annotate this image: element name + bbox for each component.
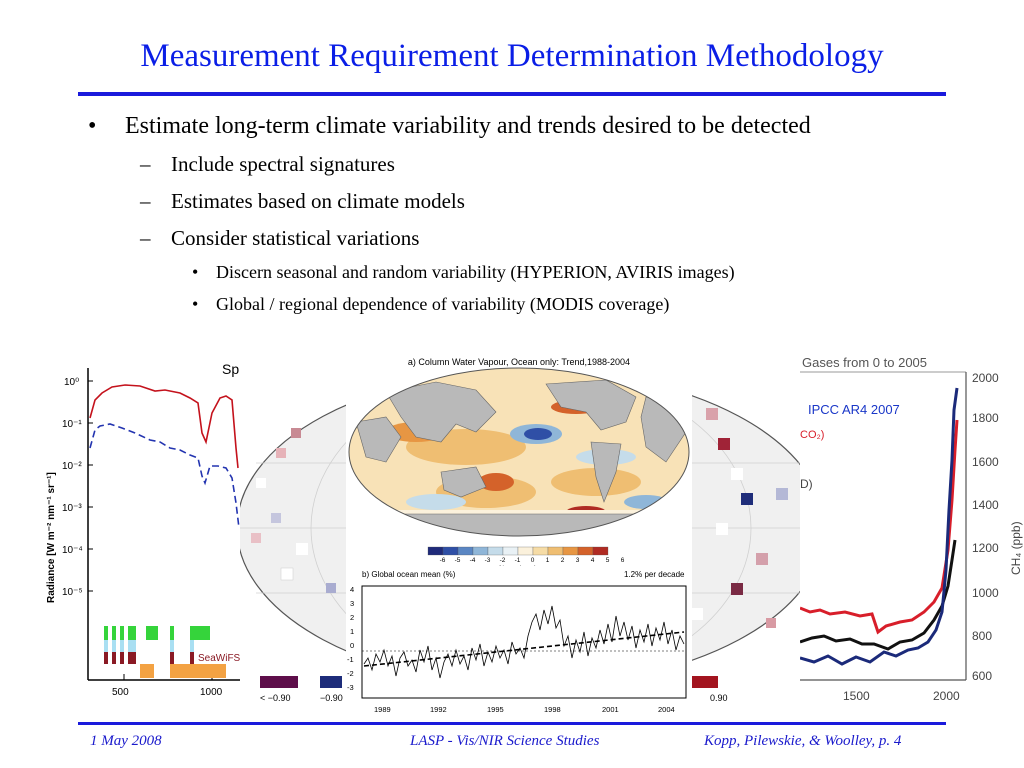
bullet-text: Consider statistical variations bbox=[171, 226, 420, 250]
footer-page: Kopp, Pilewskie, & Woolley, p. 4 bbox=[704, 733, 902, 749]
xtick-label: 500 bbox=[112, 687, 129, 698]
colorbar-tick-label: -6 bbox=[439, 557, 446, 564]
ytick-label: 10⁻⁴ bbox=[62, 545, 83, 556]
ytick-label: 1800 bbox=[972, 411, 999, 425]
colorbar-swatch bbox=[518, 547, 533, 555]
xtick-label: 1500 bbox=[843, 689, 870, 703]
legend-low2-label: −0.90 bbox=[320, 693, 343, 703]
ytick-label: 10⁰ bbox=[64, 377, 80, 388]
ipcc-source-label: IPCC AR4 2007 bbox=[808, 402, 900, 417]
colorbar-tick-label: 6 bbox=[620, 557, 625, 564]
legend-swatch-low2 bbox=[320, 676, 342, 688]
colorbar-tick-label: -2 bbox=[499, 557, 506, 564]
ytick-label: 0 bbox=[350, 641, 355, 650]
xtick-label: 1000 bbox=[200, 687, 223, 698]
ytick-label: 10⁻¹ bbox=[62, 419, 82, 430]
greenhouse-gases-plot bbox=[800, 350, 1024, 710]
ytick-label: 1000 bbox=[972, 586, 999, 600]
ytick-label: 1 bbox=[350, 627, 355, 636]
colorbar-swatch bbox=[533, 547, 548, 555]
map-title: a) Column Water Vapour, Ocean only: Trend,1988-2004 bbox=[407, 357, 631, 367]
colorbar-tick-label: -5 bbox=[454, 557, 461, 564]
gases-title: Gases from 0 to 2005 bbox=[802, 355, 928, 370]
ytick-label: 10⁻³ bbox=[62, 503, 82, 514]
colorbar-tick-label: -1 bbox=[514, 557, 521, 564]
xtick-label: 1995 bbox=[487, 705, 504, 714]
legend-low-label: < −0.90 bbox=[260, 693, 291, 703]
ytick-label: 2 bbox=[350, 613, 355, 622]
co2-fragment-label: CO₂) bbox=[800, 429, 825, 441]
ytick-label: 10⁻² bbox=[62, 461, 82, 472]
gases-ylabel: CH₄ (ppb) bbox=[1009, 521, 1023, 575]
footer-center: LASP - Vis/NIR Science Studies bbox=[410, 733, 600, 749]
colorbar-swatch bbox=[443, 547, 458, 555]
footer-divider bbox=[78, 722, 946, 725]
colorbar-swatch bbox=[503, 547, 518, 555]
ytick-label: 3 bbox=[350, 599, 355, 608]
colorbar-swatch bbox=[563, 547, 578, 555]
plot-partial-title: Sp bbox=[222, 361, 240, 377]
colorbar-tick-label: 4 bbox=[590, 557, 595, 564]
xtick-label: 1992 bbox=[430, 705, 447, 714]
water-vapour-trend-map bbox=[346, 352, 692, 582]
bullet-mark: • bbox=[192, 262, 199, 282]
xtick-label: 2000 bbox=[933, 689, 960, 703]
colorbar-swatch bbox=[593, 547, 608, 555]
legend-swatch-high bbox=[692, 676, 718, 688]
ytick-label: 4 bbox=[350, 585, 355, 594]
bullet-text: Estimates based on climate models bbox=[171, 189, 465, 213]
ytick-label: -3 bbox=[347, 683, 354, 692]
ytick-label: 800 bbox=[972, 629, 993, 643]
colorbar bbox=[428, 547, 608, 555]
title-divider bbox=[78, 92, 946, 96]
footer-date: 1 May 2008 bbox=[90, 733, 162, 749]
colorbar-swatch bbox=[488, 547, 503, 555]
xtick-label: 2001 bbox=[602, 705, 619, 714]
ytick-label: 1400 bbox=[972, 498, 999, 512]
ytick-label: 2000 bbox=[972, 371, 999, 385]
xtick-label: 2004 bbox=[658, 705, 675, 714]
colorbar-swatch bbox=[578, 547, 593, 555]
ytick-label: 1600 bbox=[972, 455, 999, 469]
bullet-text: Estimate long-term climate variability and trends desired to be detected bbox=[125, 113, 811, 139]
bullet-mark: – bbox=[140, 226, 151, 250]
colorbar-tick-label: 1 bbox=[545, 557, 550, 564]
ytick-label: 1200 bbox=[972, 541, 999, 555]
bullet-mark: • bbox=[88, 113, 97, 139]
xtick-label: 1989 bbox=[374, 705, 391, 714]
xtick-label: 1998 bbox=[544, 705, 561, 714]
bullet-mark: • bbox=[192, 294, 199, 314]
bullet-mark: – bbox=[140, 189, 151, 213]
legend-swatch-low bbox=[260, 676, 298, 688]
bullet-text: Global / regional dependence of variability (MODIS coverage) bbox=[216, 294, 670, 314]
slide-title: Measurement Requirement Determination Methodology bbox=[140, 38, 884, 74]
colorbar-tick-label: 0 bbox=[530, 557, 535, 564]
legend-high-label: 0.90 bbox=[710, 693, 728, 703]
ocean-mean-timeseries bbox=[346, 566, 692, 720]
radiance-ylabel: Radiance [W m⁻² nm⁻¹ sr⁻¹] bbox=[46, 472, 57, 603]
colorbar-tick-label: -4 bbox=[469, 557, 476, 564]
ytick-label: -2 bbox=[347, 669, 354, 678]
bullet-text: Discern seasonal and random variability (HYPERION, AVIRIS images) bbox=[216, 262, 735, 282]
colorbar-swatch bbox=[473, 547, 488, 555]
colorbar-tick-label: 2 bbox=[560, 557, 565, 564]
bullet-mark: – bbox=[140, 152, 151, 176]
radiance-spectrum-plot bbox=[40, 358, 240, 700]
ytick-label: 10⁻⁵ bbox=[62, 587, 83, 598]
ytick-label: 600 bbox=[972, 669, 993, 683]
bullet-text: Include spectral signatures bbox=[171, 152, 395, 176]
colorbar-swatch bbox=[548, 547, 563, 555]
colorbar-tick-label: 3 bbox=[575, 557, 580, 564]
timeseries-title: b) Global ocean mean (%) bbox=[362, 570, 456, 579]
trend-label: 1.2% per decade bbox=[624, 570, 685, 579]
seawifs-label: SeaWiFS bbox=[198, 653, 240, 664]
colorbar-tick-label: -3 bbox=[484, 557, 491, 564]
colorbar-swatch bbox=[428, 547, 443, 555]
colorbar-swatch bbox=[458, 547, 473, 555]
ytick-label: -1 bbox=[347, 655, 354, 664]
paren-fragment-label: D) bbox=[800, 477, 813, 491]
colorbar-tick-label: 5 bbox=[605, 557, 610, 564]
